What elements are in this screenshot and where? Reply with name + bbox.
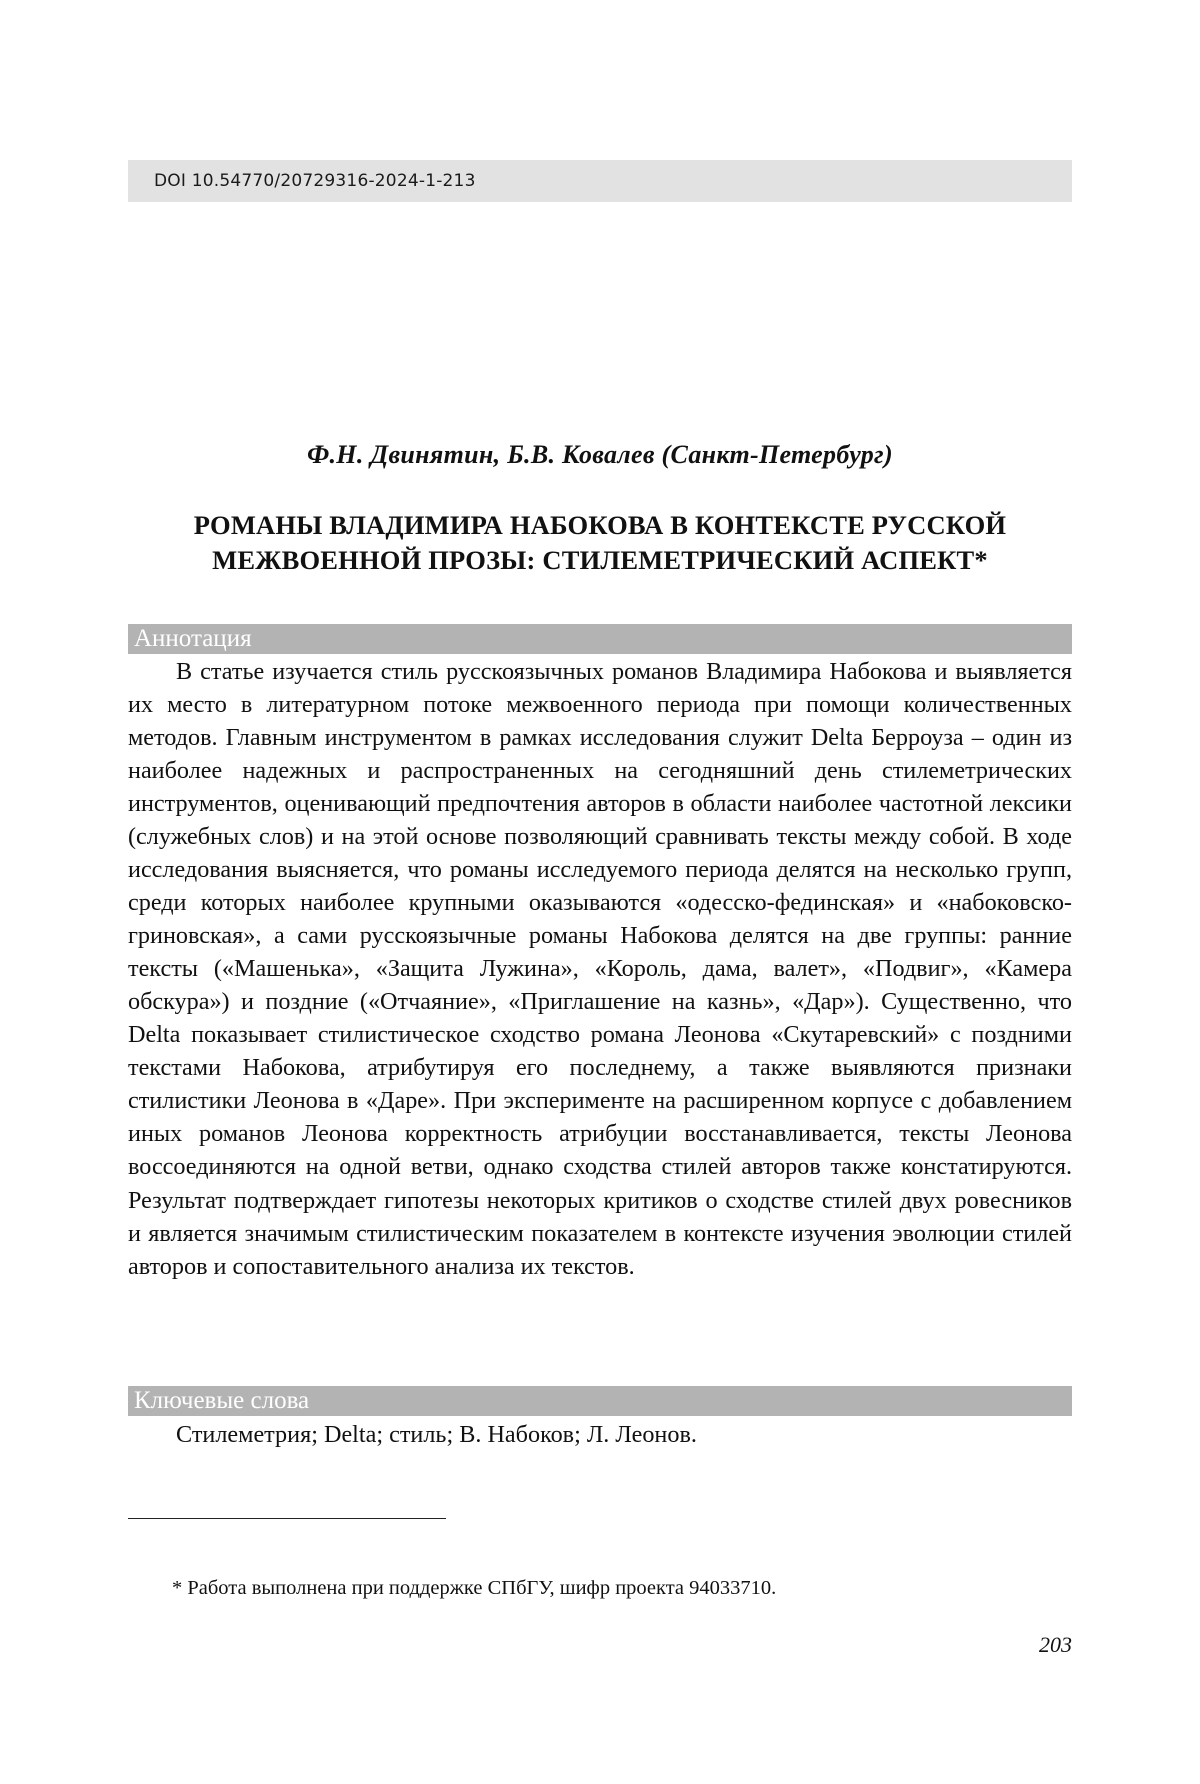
page-number: 203 bbox=[1039, 1632, 1072, 1657]
article-authors: Ф.Н. Двинятин, Б.В. Ковалев (Санкт-Петербург) bbox=[307, 440, 893, 469]
doi-banner bbox=[128, 160, 1072, 202]
footnote-text: * Работа выполнена при поддержке СПбГУ, шифр проекта 94033710. bbox=[172, 1577, 777, 1599]
annotation-heading-label: Аннотация bbox=[134, 625, 252, 652]
doi-text: DOI 10.54770/20729316-2024-1-213 bbox=[154, 171, 476, 191]
footnote-separator bbox=[128, 1518, 446, 1519]
keywords-text: Стилеметрия; Delta; стиль; В. Набоков; Л. Леонов. bbox=[176, 1421, 697, 1448]
keywords-heading-label: Ключевые слова bbox=[134, 1387, 310, 1414]
article-title: РОМАНЫ ВЛАДИМИРА НАБОКОВА В КОНТЕКСТЕ РУССКОЙ МЕЖВОЕННОЙ ПРОЗЫ: СТИЛЕМЕТРИЧЕСКИЙ АСПЕКТ* bbox=[193, 510, 1007, 576]
keywords-heading-bar bbox=[128, 1386, 1072, 1416]
page-content bbox=[128, 0, 1072, 1784]
annotation-heading-bar bbox=[128, 624, 1072, 654]
abstract-text: В статье изучается стиль русскоязычных романов Владимира Набокова и выявляется их место в литературном потоке межвоенного периода при помощи количественных методов. Главным инструментом в рамках исследования служит Delta Берроуза – один из наиболее надежных и распространенных на сегодняшний день стилеметрических инструментов, оценивающий предпочтения авторов в области наиболее частотной лексики (служебных слов) и на этой основе позволяющий сравнивать тексты между собой. В ходе исследования выясняется, что романы исследуемого периода делятся на несколько групп, среди которых наиболее крупными оказываются «одесско-фединская» и «набоковско-гриновская», а сами русскоязычные романы Набокова делятся на две группы: ранние тексты («Машенька», «Защита Лужина», «Король, дама, валет», «Подвиг», «Камера обскура») и поздние («Отчаяние», «Приглашение на казнь», «Дар»). Существенно, что Delta показывает стилистическое сходство романа Леонова «Скутаревский» с поздними текстами Набокова, атрибутируя его последнему, а также выявляются признаки стилистики Леонова в «Даре». При эксперименте на расширенном корпусе с добавлением иных романов Леонова корректность атрибуции восстанавливается, тексты Леонова воссоединяются на одной ветви, однако сходства стилей авторов также констатируются. Результат подтверждает гипотезы некоторых критиков о сходстве стилей двух ровесников и является значимым стилистическим показателем в контексте изучения эволюции стилей авторов и сопоставительного анализа их текстов. bbox=[128, 658, 1072, 1280]
